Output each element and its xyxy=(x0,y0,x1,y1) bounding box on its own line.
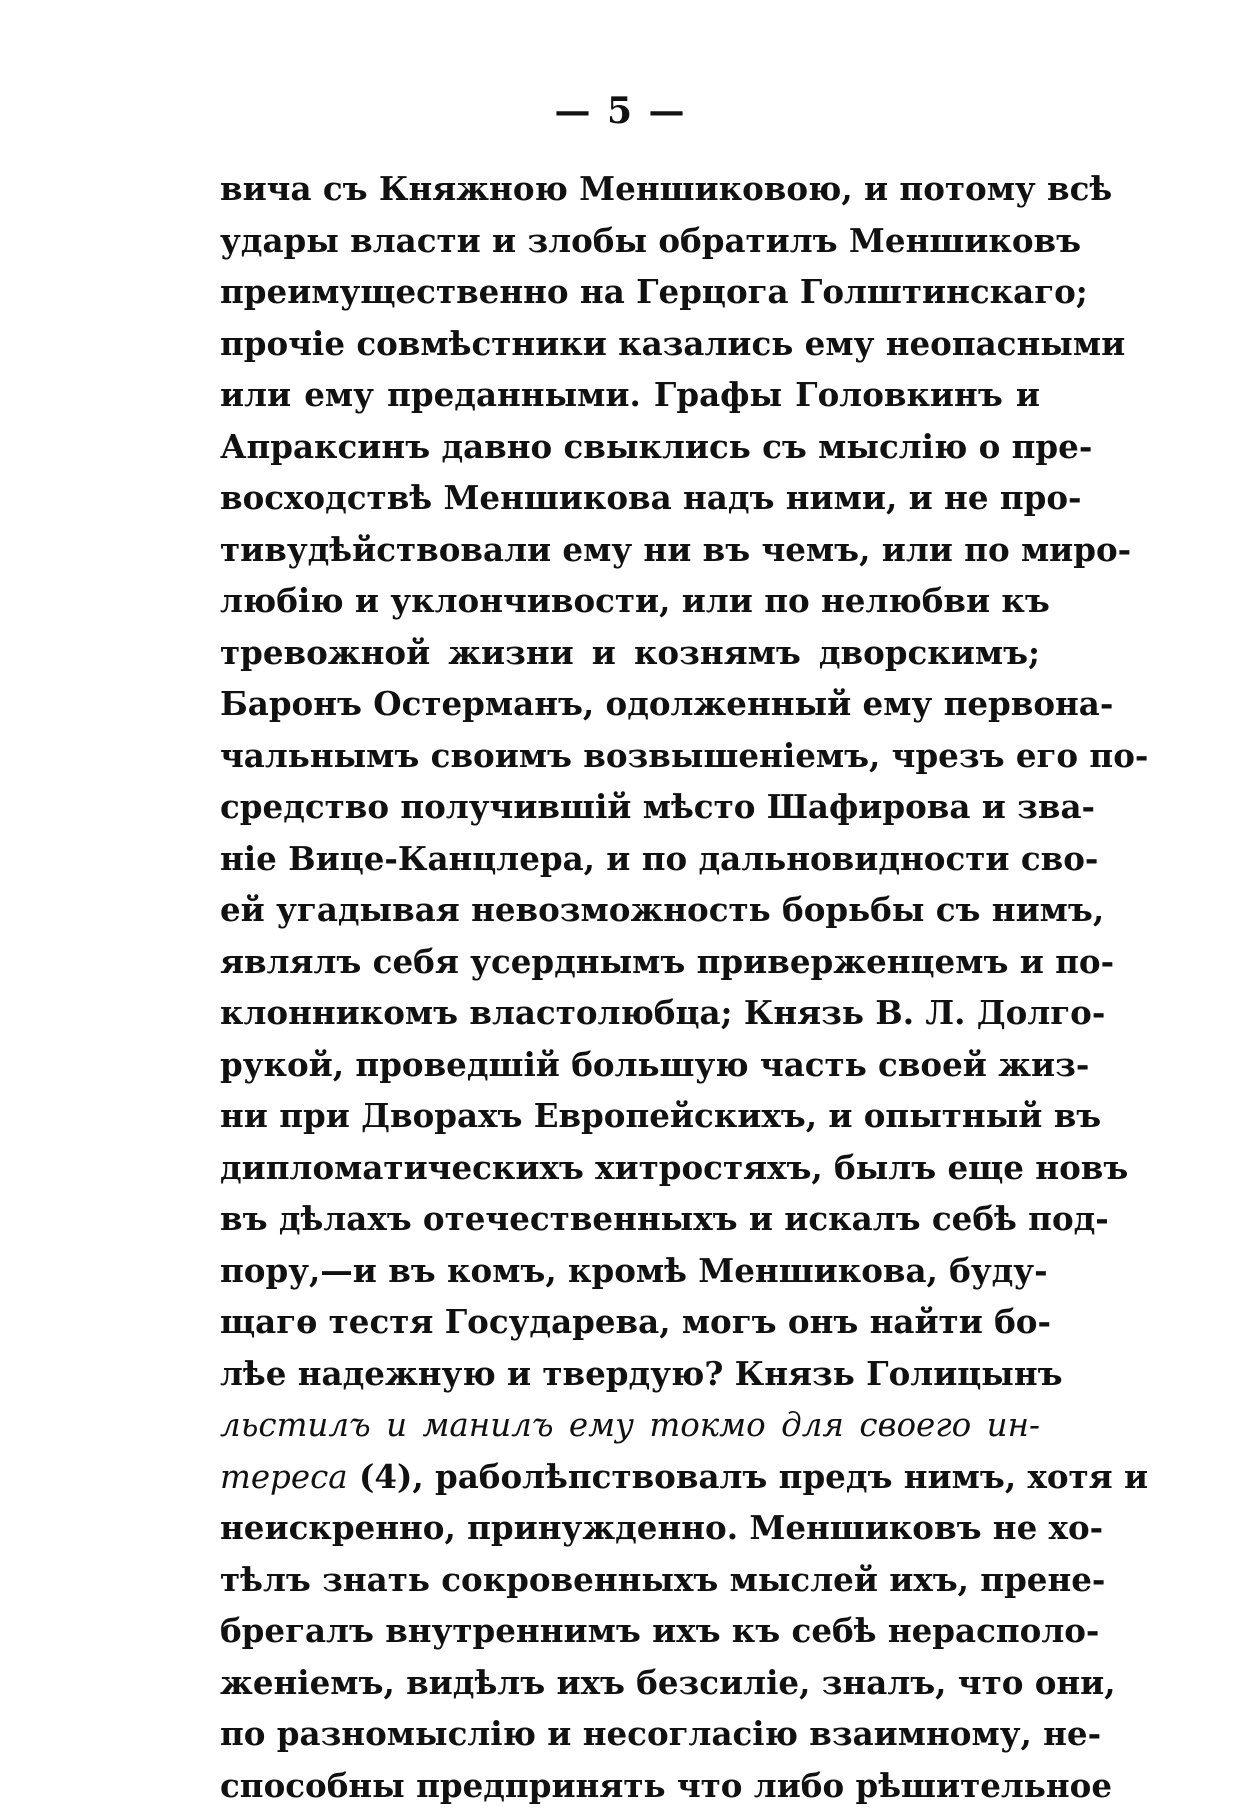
text-segment: въ дѣлахъ отечественныхъ и искалъ себѣ под- xyxy=(220,1199,1109,1238)
text-segment: ни при Дворахъ Европейскихъ, и опытный въ xyxy=(220,1096,1101,1135)
text-line xyxy=(220,215,1040,267)
text-line xyxy=(220,421,1040,473)
text-line xyxy=(220,472,1040,524)
text-line xyxy=(220,369,1040,421)
text-line xyxy=(220,318,1040,370)
text-line xyxy=(220,266,1040,318)
text-line xyxy=(220,1090,1040,1142)
text-line xyxy=(220,1296,1040,1348)
text-segment: тревожной жизни и кознямъ дворскимъ; xyxy=(220,633,1040,672)
text-segment: по разномыслію и несогласію взаимному, не- xyxy=(220,1714,1101,1753)
text-line xyxy=(220,1039,1040,1091)
text-line xyxy=(220,1605,1040,1657)
text-segment: ей угадывая невозможность борьбы съ нимъ, xyxy=(220,890,1104,929)
text-line xyxy=(220,1193,1040,1245)
text-segment: средство получившій мѣсто Шафирова и зва- xyxy=(220,787,1095,826)
text-line xyxy=(220,987,1040,1039)
text-line xyxy=(220,936,1040,988)
text-line xyxy=(220,1502,1040,1554)
text-segment: неискренно, принужденно. Меншиковъ не хо- xyxy=(220,1508,1103,1547)
text-line xyxy=(220,1451,1040,1503)
body-text xyxy=(220,163,1040,1811)
page-number: — 5 — xyxy=(0,90,1241,132)
text-line xyxy=(220,678,1040,730)
text-line xyxy=(220,1708,1040,1760)
text-segment: являлъ себя усерднымъ приверженцемъ и по- xyxy=(220,942,1114,981)
text-segment: клонникомъ властолюбца; Князь В. Л. Долго- xyxy=(220,993,1105,1032)
text-line xyxy=(220,1142,1040,1194)
text-line xyxy=(220,730,1040,782)
text-segment: прочіе совмѣстники казались ему неопасными xyxy=(220,324,1125,363)
text-line xyxy=(220,1399,1040,1451)
text-segment: рукой, проведшій большую часть своей жиз- xyxy=(220,1045,1089,1084)
text-segment: щагѳ тестя Государева, могъ онъ найти бо- xyxy=(220,1302,1051,1341)
italic-text-segment: льстилъ и манилъ ему токмо для своего ин- xyxy=(220,1406,1040,1444)
text-segment: дипломатическихъ хитростяхъ, былъ еще новъ xyxy=(220,1148,1128,1187)
text-segment: чальнымъ своимъ возвышеніемъ, чрезъ его по- xyxy=(220,736,1148,775)
text-segment: преимущественно на Герцога Голштинскаго; xyxy=(220,272,1088,311)
text-line xyxy=(220,1348,1040,1400)
text-segment: способны предпринять что либо рѣшительное xyxy=(220,1766,1112,1805)
text-segment: восходствѣ Меншикова надъ ними, и не про- xyxy=(220,478,1082,517)
text-segment: пору,—и въ комъ, кромѣ Меншикова, буду- xyxy=(220,1251,1048,1290)
text-segment: (4), раболѣпствовалъ предъ нимъ, хотя и xyxy=(348,1457,1148,1496)
text-line xyxy=(220,1554,1040,1606)
text-segment: или ему преданными. Графы Головкинъ и xyxy=(220,375,1040,414)
text-line xyxy=(220,524,1040,576)
text-line xyxy=(220,884,1040,936)
text-segment: лѣе надежную и твердую? Князь Голицынъ xyxy=(220,1354,1063,1393)
text-segment: вича съ Княжною Меншиковою, и потому всѣ xyxy=(220,169,1112,208)
text-segment: тивудѣйствовали ему ни въ чемъ, или по миро- xyxy=(220,530,1131,569)
text-segment: Баронъ Остерманъ, одолженный ему первона- xyxy=(220,684,1113,723)
text-line xyxy=(220,1657,1040,1709)
text-line xyxy=(220,1760,1040,1811)
text-line xyxy=(220,163,1040,215)
text-segment: ніе Вице-Канцлера, и по дальновидности сво- xyxy=(220,839,1098,878)
text-segment: женіемъ, видѣлъ ихъ безсиліе, зналъ, что они, xyxy=(220,1663,1116,1702)
text-line xyxy=(220,627,1040,679)
text-line xyxy=(220,575,1040,627)
text-segment: удары власти и злобы обратилъ Меншиковъ xyxy=(220,221,1081,260)
text-line xyxy=(220,1245,1040,1297)
italic-text-segment: тереса xyxy=(220,1458,348,1496)
text-segment: Апраксинъ давно свыклись съ мыслію о пре- xyxy=(220,427,1092,466)
text-segment: любію и уклончивости, или по нелюбви къ xyxy=(220,581,1050,620)
text-line xyxy=(220,781,1040,833)
text-line xyxy=(220,833,1040,885)
text-segment: тѣлъ знать сокровенныхъ мыслей ихъ, прене- xyxy=(220,1560,1105,1599)
text-segment: брегалъ внутреннимъ ихъ къ себѣ нерасполо- xyxy=(220,1611,1099,1650)
